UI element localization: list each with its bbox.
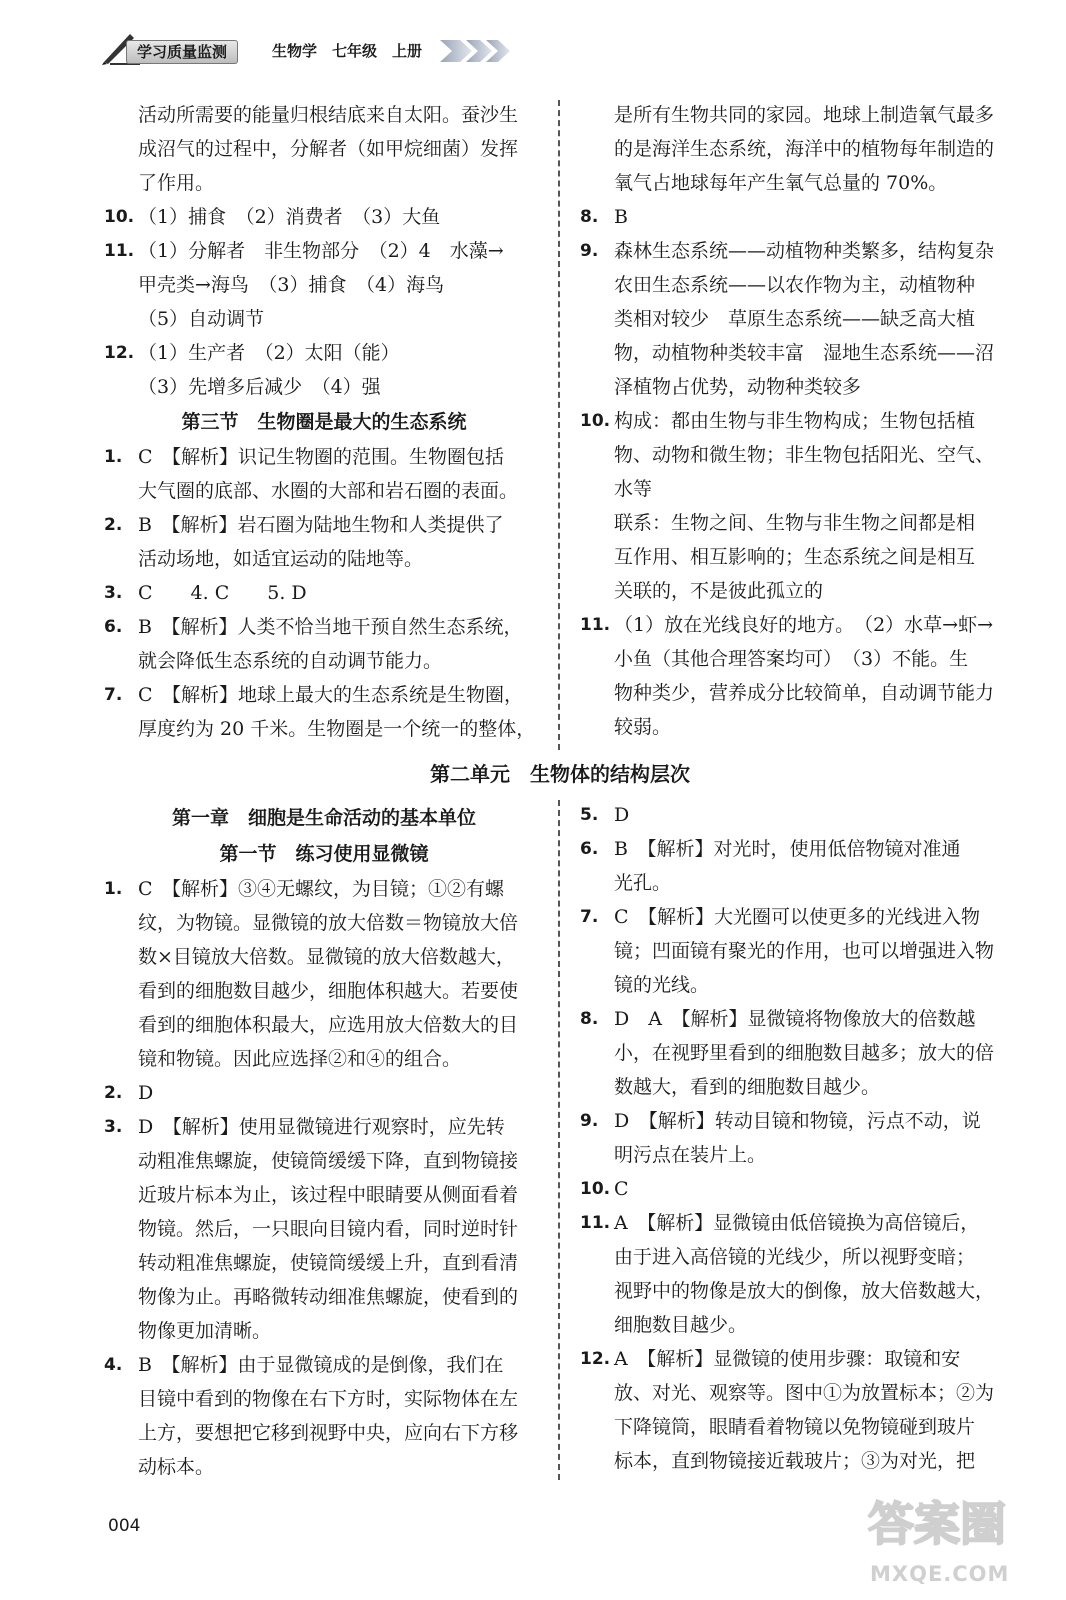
item-number: 7. [580,907,599,927]
text-line: 成沼气的过程中，分解者（如甲烷细菌）发挥 [138,138,519,160]
text-line: 动粗准焦螺旋，使镜筒缓缓下降，直到物镜接 [138,1150,519,1172]
answer-item [104,678,544,746]
text-line: C 4. C 5. D [138,582,307,604]
text-line: 物像更加清晰。 [138,1320,272,1342]
text-line: D [614,804,630,826]
answer-item [104,508,544,576]
text-line: 物像为止。再略微转动细准焦螺旋，使看到的 [138,1286,519,1308]
page-number: 004 [108,1516,141,1536]
watermark-logo [860,1488,1030,1558]
item-number: 9. [580,241,599,261]
item-number: 6. [104,617,123,637]
answer-item [104,200,544,234]
text-line: （3）先增多后减少 （4）强 [138,376,381,398]
text-line: 物镜。然后，一只眼向目镜内看，同时逆时针 [138,1218,519,1240]
item-number: 8. [580,1009,599,1029]
text-line: B 【解析】岩石圈为陆地生物和人类提供了 [138,514,504,536]
answer-item [104,1076,544,1110]
text-line: 活动所需要的能量归根结底来自太阳。蚕沙生 [138,104,519,126]
text-line: 活动场地，如适宜运动的陆地等。 [138,548,424,570]
text-line: 物，动植物种类较丰富 湿地生态系统——沼 [614,342,995,364]
text-line: 物种类少，营养成分比较简单，自动调节能力 [614,682,995,704]
item-number: 3. [104,583,123,603]
item-number: 1. [104,447,123,467]
text-line: 类相对较少 草原生态系统——缺乏高大植 [614,308,976,330]
item-number: 6. [580,839,599,859]
answer-item [580,1206,1020,1342]
answer-item [104,440,544,508]
unit-title: 第二单元 生物体的结构层次 [430,762,690,786]
text-line: 转动粗准焦螺旋，使镜筒缓缓上升，直到看清 [138,1252,519,1274]
text-line: 细胞数目越少。 [614,1314,748,1336]
answer-item [104,1348,544,1484]
text-line: 森林生态系统——动植物种类繁多，结构复杂 [614,240,995,262]
column-divider-top [558,100,560,750]
text-line: （1）生产者 （2）太阳（能） [138,342,400,364]
text-line: 联系：生物之间、生物与非生物之间都是相 [614,512,976,534]
text-line: 动标本。 [138,1456,215,1478]
text-line: 构成：都由生物与非生物构成；生物包括植 [614,410,976,432]
text-line: 甲壳类→海鸟 （3）捕食 （4）海鸟 [138,274,445,296]
text-line: C 【解析】大光圈可以使更多的光线进入物 [614,906,981,928]
watermark-text: 答案圈 [868,1497,1006,1551]
text-line: 纹，为物镜。显微镜的放大倍数＝物镜放大倍 [138,912,519,934]
section-heading: 第三节 生物圈是最大的生态系统 [181,411,467,433]
text-line: 数越大，看到的细胞数目越少。 [614,1076,881,1098]
text-line: 氧气占地球每年产生氧气总量的 70%。 [614,172,948,194]
text-line: 的是海洋生态系统，海洋中的植物每年制造的 [614,138,995,160]
text-line: 光孔。 [614,872,672,894]
text-line: 标本，直到物镜接近载玻片；③为对光，把 [614,1450,976,1472]
text-line: B 【解析】人类不恰当地干预自然生态系统， [138,616,523,638]
text-line: C 【解析】地球上最大的生态系统是生物圈， [138,684,524,706]
text-line: 下降镜筒，眼睛看着物镜以免物镜碰到玻片 [614,1416,976,1438]
text-line: 放、对光、观察等。图中①为放置标本；②为 [614,1382,995,1404]
text-line: 物、动物和微生物；非生物包括阳光、空气、 [614,444,995,466]
item-number: 1. [104,879,123,899]
text-line: 水等 [614,478,653,500]
text-line: B [614,206,628,228]
text-line: 数×目镜放大倍数。显微镜的放大倍数越大， [138,946,515,968]
series-badge: 学习质量监测 [126,40,238,64]
text-line: 是所有生物共同的家园。地球上制造氧气最多 [614,104,995,126]
text-line: 明污点在装片上。 [614,1144,767,1166]
answer-item [580,1002,1020,1104]
answer-item [580,832,1020,900]
text-line: 视野中的物像是放大的倒像，放大倍数越大， [614,1280,995,1302]
item-number: 2. [104,1083,123,1103]
item-number: 8. [580,207,599,227]
item-number: 11. [580,1213,611,1233]
answer-item [104,610,544,678]
answer-item [104,1110,544,1348]
watermark-url: MXQE.COM [870,1562,1010,1586]
answer-item [580,1342,1020,1478]
text-line: 互作用、相互影响的；生态系统之间是相互 [614,546,976,568]
text-line: 看到的细胞体积最大，应选用放大倍数大的目 [138,1014,519,1036]
item-number: 10. [580,1179,611,1199]
item-number: 3. [104,1117,123,1137]
text-line: （1）分解者 非生物部分 （2）4 水藻→ [138,240,504,262]
text-line: D 【解析】转动目镜和物镜，污点不动，说 [614,1110,981,1132]
answer-item [580,608,1020,744]
text-line: 上方，要想把它移到视野中央，应向右下方移 [138,1422,519,1444]
text-line: （1）捕食 （2）消费者 （3）大鱼 [138,206,441,228]
answer-item [104,872,544,1076]
continued-text [580,98,1020,200]
item-number: 11. [580,615,611,635]
text-line: 镜；凹面镜有聚光的作用，也可以增强进入物 [614,940,995,962]
answer-item [580,900,1020,1002]
answer-item [104,234,544,336]
section-heading: 第一节 练习使用显微镜 [219,843,429,865]
answer-item [580,1172,1020,1206]
text-line: 目镜中看到的物像在右下方时，实际物体在左 [138,1388,519,1410]
text-line: （5）自动调节 [138,308,265,330]
answer-item [580,234,1020,404]
text-line: 近玻片标本为止，该过程中眼睛要从侧面看着 [138,1184,519,1206]
text-line: 农田生态系统——以农作物为主，动植物种 [614,274,976,296]
text-line: A 【解析】显微镜的使用步骤：取镜和安 [614,1348,961,1370]
text-line: 较弱。 [614,716,672,738]
item-number: 2. [104,515,123,535]
item-number: 5. [580,805,599,825]
text-line: 就会降低生态系统的自动调节能力。 [138,650,443,672]
text-line: （1）放在光线良好的地方。 （2）水草→虾→ [614,614,994,636]
text-line: D [138,1082,154,1104]
text-line: B 【解析】由于显微镜成的是倒像，我们在 [138,1354,504,1376]
bottom-left-column [104,800,544,1484]
text-line: 了作用。 [138,172,215,194]
text-line: 小鱼（其他合理答案均可） （3）不能。生 [614,648,969,670]
answer-item [580,798,1020,832]
answer-item [580,200,1020,234]
answer-item [104,576,544,610]
item-number: 12. [580,1349,611,1369]
continued-text [104,98,544,200]
text-line: 小，在视野里看到的细胞数目越多；放大的倍 [614,1042,995,1064]
text-line: B 【解析】对光时，使用低倍物镜对准通 [614,838,961,860]
item-number: 12. [104,343,135,363]
item-number: 11. [104,241,135,261]
top-right-column [580,98,1020,744]
text-line: C 【解析】识记生物圈的范围。生物圈包括 [138,446,505,468]
text-line: 看到的细胞数目越少，细胞体积越大。若要使 [138,980,519,1002]
item-number: 10. [104,207,135,227]
text-line: 镜的光线。 [614,974,710,996]
answer-item [580,404,1020,608]
page-header [100,30,520,66]
text-line: 大气圈的底部、水圈的大部和岩石圈的表面。 [138,480,519,502]
text-line: 镜和物镜。因此应选择②和④的组合。 [138,1048,462,1070]
item-number: 9. [580,1111,599,1131]
text-line: A 【解析】显微镜由低倍镜换为高倍镜后， [614,1212,980,1234]
top-left-column [104,98,544,746]
text-line: C [614,1178,629,1200]
text-line: 关联的，不是彼此孤立的 [614,580,824,602]
text-line: C 【解析】③④无螺纹，为目镜；①②有螺 [138,878,505,900]
answer-item [104,336,544,404]
bottom-right-column [580,798,1020,1478]
answer-item [580,1104,1020,1172]
item-number: 4. [104,1355,123,1375]
column-divider-bottom [558,800,560,1480]
chevron-right-icon [438,36,518,66]
text-line: 泽植物占优势，动物种类较多 [614,376,862,398]
text-line: D A 【解析】显微镜将物像放大的倍数越 [614,1008,976,1030]
text-line: D 【解析】使用显微镜进行观察时，应先转 [138,1116,505,1138]
item-number: 10. [580,411,611,431]
text-line: 厚度约为 20 千米。生物圈是一个统一的整体， [138,718,536,740]
subject-title: 生物学 七年级 上册 [272,42,423,60]
item-number: 7. [104,685,123,705]
chapter-heading: 第一章 细胞是生命活动的基本单位 [171,807,476,829]
text-line: 由于进入高倍镜的光线少，所以视野变暗； [614,1246,976,1268]
